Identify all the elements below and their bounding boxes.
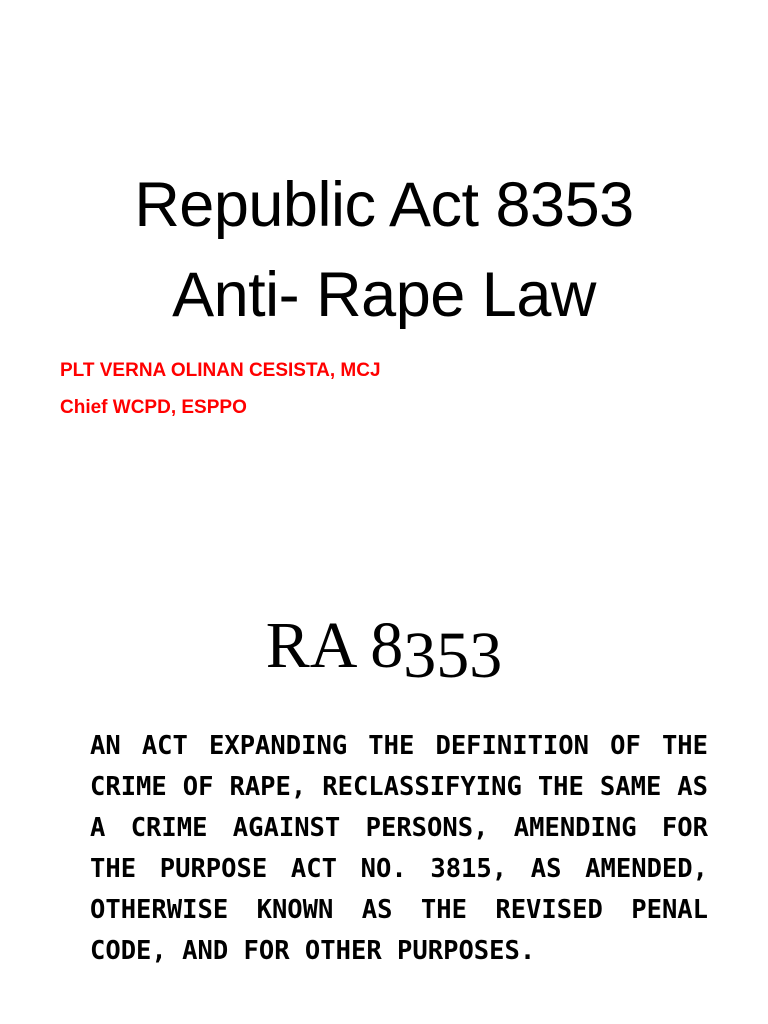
- slide-title: [0, 160, 768, 340]
- presenter-name: PLT VERNA OLINAN CESISTA, MCJ: [60, 360, 381, 381]
- ra-heading: [0, 606, 768, 692]
- presenter-block: [60, 352, 381, 426]
- ra-heading-prefix: RA 8: [265, 609, 404, 682]
- title-line-2: Anti- Rape Law: [172, 260, 596, 330]
- title-line-1: Republic Act 8353: [134, 170, 634, 240]
- presenter-role: Chief WCPD, ESPPO: [60, 397, 247, 418]
- ra-heading-suffix: 353: [403, 619, 503, 692]
- act-description: AN ACT EXPANDING THE DEFINITION OF THE CRIME OF RAPE, RECLASSIFYING THE SAME AS A CRIME AGAINST PERSONS, AMENDING FOR THE PURPOSE ACT NO. 3815, AS AMENDED, OTHERWISE KNOWN AS THE REVISED PENAL CODE, AND FOR OTHER PURPOSES.: [90, 731, 708, 966]
